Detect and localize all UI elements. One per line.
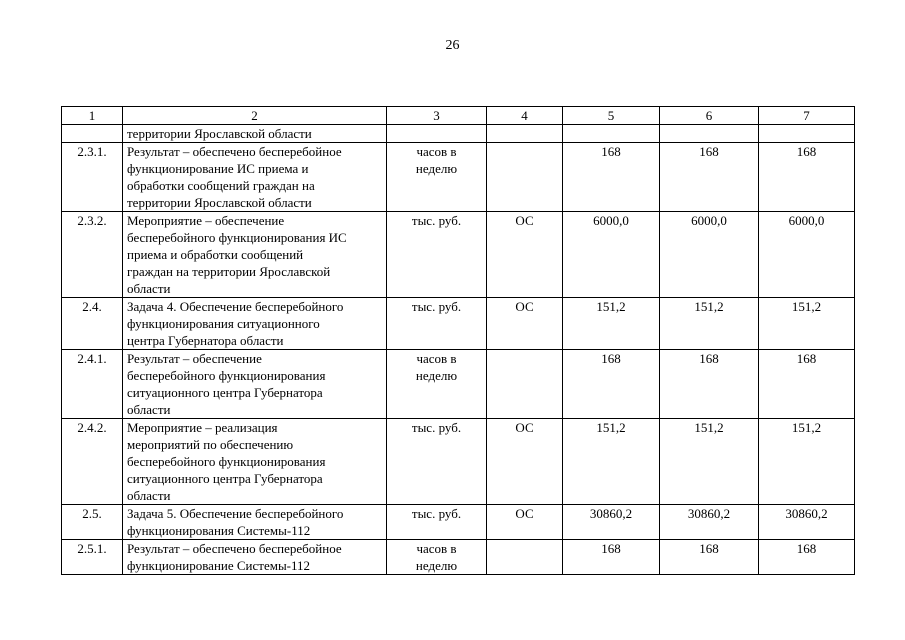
description-line: бесперебойного функционирования	[127, 368, 326, 383]
row-description	[123, 298, 387, 350]
table-row	[62, 540, 855, 575]
description-line: ситуационного центра Губернатора	[127, 471, 323, 486]
row-source	[487, 540, 563, 575]
row-source: ОС	[487, 419, 563, 505]
description-line: области	[127, 281, 171, 296]
table-row	[62, 298, 855, 350]
row-description	[123, 212, 387, 298]
table-row	[62, 505, 855, 540]
column-header: 2	[123, 107, 387, 125]
row-value-v5: 151,2	[563, 298, 660, 350]
unit-line: часов в	[416, 541, 457, 556]
row-number: 2.4.	[62, 298, 123, 350]
program-table	[61, 106, 855, 575]
table-row	[62, 350, 855, 419]
unit-line: неделю	[415, 161, 458, 176]
row-number: 2.4.2.	[62, 419, 123, 505]
unit-line: неделю	[415, 558, 458, 573]
description-line: функционирование Системы-112	[127, 558, 311, 573]
row-description	[123, 419, 387, 505]
row-number	[62, 125, 123, 143]
row-source	[487, 125, 563, 143]
row-unit	[387, 143, 487, 212]
table-row	[62, 143, 855, 212]
row-description	[123, 125, 387, 143]
unit-line: неделю	[415, 368, 458, 383]
row-value-v7: 168	[759, 540, 855, 575]
description-line: функционирования Системы-112	[127, 523, 311, 538]
column-header: 1	[62, 107, 123, 125]
row-value-v6: 168	[660, 350, 759, 419]
row-description	[123, 350, 387, 419]
unit-line: часов в	[416, 144, 457, 159]
row-source: ОС	[487, 505, 563, 540]
row-unit	[387, 505, 487, 540]
row-value-v5	[563, 125, 660, 143]
page-number: 26	[445, 38, 460, 53]
description-line: Мероприятие – обеспечение	[127, 213, 285, 228]
table-row	[62, 419, 855, 505]
description-line: Результат – обеспечение	[127, 351, 262, 366]
column-header: 5	[563, 107, 660, 125]
description-line: территории Ярославской области	[127, 195, 312, 210]
unit-line: тыс. руб.	[411, 420, 462, 435]
row-number: 2.3.2.	[62, 212, 123, 298]
row-value-v5: 6000,0	[563, 212, 660, 298]
unit-line: часов в	[416, 351, 457, 366]
row-unit	[387, 212, 487, 298]
row-value-v6	[660, 125, 759, 143]
unit-line: тыс. руб.	[411, 506, 462, 521]
row-value-v5: 30860,2	[563, 505, 660, 540]
description-line: ситуационного центра Губернатора	[127, 385, 323, 400]
unit-line: тыс. руб.	[411, 299, 462, 314]
column-header: 6	[660, 107, 759, 125]
row-unit	[387, 350, 487, 419]
row-value-v5: 168	[563, 540, 660, 575]
row-value-v7: 168	[759, 143, 855, 212]
row-value-v7: 151,2	[759, 298, 855, 350]
description-line: граждан на территории Ярославской	[127, 264, 331, 279]
row-source	[487, 143, 563, 212]
unit-line: тыс. руб.	[411, 213, 462, 228]
table-row	[62, 125, 855, 143]
description-line: Результат – обеспечено бесперебойное	[127, 541, 342, 556]
description-line: области	[127, 402, 171, 417]
row-source: ОС	[487, 298, 563, 350]
row-unit	[387, 419, 487, 505]
description-line: центра Губернатора области	[127, 333, 284, 348]
description-line: функционирование ИС приема и	[127, 161, 309, 176]
row-source: ОС	[487, 212, 563, 298]
row-unit	[387, 125, 487, 143]
table-row	[62, 212, 855, 298]
row-unit	[387, 298, 487, 350]
description-line: мероприятий по обеспечению	[127, 437, 294, 452]
description-line: обработки сообщений граждан на	[127, 178, 315, 193]
column-header: 3	[387, 107, 487, 125]
row-value-v5: 168	[563, 143, 660, 212]
row-value-v7: 6000,0	[759, 212, 855, 298]
row-unit	[387, 540, 487, 575]
row-description	[123, 143, 387, 212]
row-number: 2.5.	[62, 505, 123, 540]
row-value-v5: 168	[563, 350, 660, 419]
description-line: бесперебойного функционирования	[127, 454, 326, 469]
row-description	[123, 540, 387, 575]
row-value-v6: 6000,0	[660, 212, 759, 298]
row-value-v6: 30860,2	[660, 505, 759, 540]
column-header: 4	[487, 107, 563, 125]
header-row	[62, 107, 855, 125]
row-description	[123, 505, 387, 540]
row-value-v6: 168	[660, 540, 759, 575]
row-number: 2.3.1.	[62, 143, 123, 212]
row-value-v7: 151,2	[759, 419, 855, 505]
row-value-v6: 168	[660, 143, 759, 212]
row-value-v6: 151,2	[660, 419, 759, 505]
description-line: приема и обработки сообщений	[127, 247, 304, 262]
row-source	[487, 350, 563, 419]
description-line: Мероприятие – реализация	[127, 420, 278, 435]
column-header: 7	[759, 107, 855, 125]
row-value-v5: 151,2	[563, 419, 660, 505]
description-line: Результат – обеспечено бесперебойное	[127, 144, 342, 159]
row-value-v6: 151,2	[660, 298, 759, 350]
description-line: Задача 5. Обеспечение бесперебойного	[127, 506, 344, 521]
row-value-v7: 30860,2	[759, 505, 855, 540]
row-number: 2.4.1.	[62, 350, 123, 419]
description-line: Задача 4. Обеспечение бесперебойного	[127, 299, 344, 314]
row-value-v7: 168	[759, 350, 855, 419]
description-line: функционирования ситуационного	[127, 316, 320, 331]
description-line: бесперебойного функционирования ИС	[127, 230, 347, 245]
description-line: территории Ярославской области	[127, 126, 312, 141]
row-value-v7	[759, 125, 855, 143]
description-line: области	[127, 488, 171, 503]
row-number: 2.5.1.	[62, 540, 123, 575]
